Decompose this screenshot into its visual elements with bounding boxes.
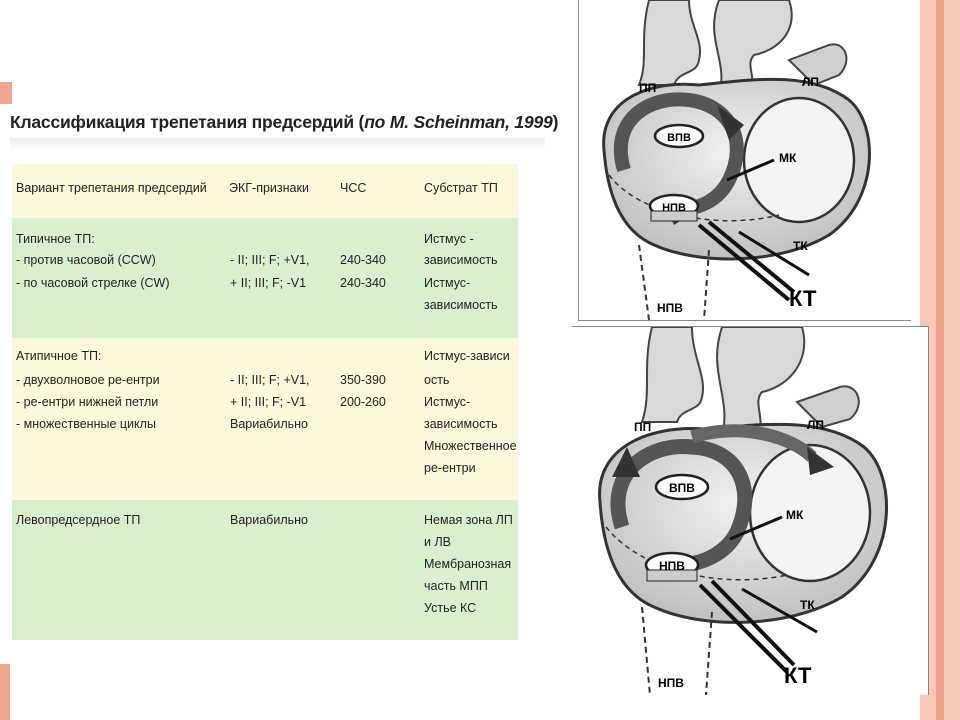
mitral-ring-shape: [744, 98, 854, 222]
table-row-2-ecg-2: + II; III; F; -V1: [230, 395, 307, 409]
table-row-2-substrate-2: Истмус-: [424, 395, 471, 409]
table-header-hr: ЧСС: [340, 181, 367, 195]
table-row-2-ecg-3: Вариабильно: [230, 417, 308, 431]
table-row-3-substrate-4: Устье КС: [424, 601, 477, 615]
table-header-ecg: ЭКГ-признаки: [229, 181, 309, 195]
title-main: Классификация трепетания предсердий (: [10, 112, 365, 132]
table-row-1-hr-1: 240-340: [340, 253, 386, 267]
table-row-2-variant-0: Атипичное ТП:: [16, 349, 102, 363]
label-lp: ЛП: [802, 75, 820, 89]
table-row-2-ecg-1: - II; III; F; +V1,: [230, 373, 310, 387]
label-tk: ТК: [793, 239, 808, 253]
table-row-3-substrate-3: часть МПП: [424, 579, 488, 593]
table-row-2-hr-1: 350-390: [340, 373, 386, 387]
table-row-2-substrate-5: ре-ентри: [424, 461, 476, 475]
label-npv-2: НПВ: [658, 676, 684, 690]
table-row-3-substrate-0: Немая зона ЛП: [424, 513, 513, 527]
label-pp: ПП: [639, 81, 657, 95]
table-row-1-hr-2: 240-340: [340, 276, 386, 290]
label-mk: МК: [779, 151, 797, 165]
label-vpv-2: ВПВ: [669, 481, 695, 495]
heart-diagram-ccw: [578, 0, 911, 321]
table-row-2-substrate-1: ость: [424, 373, 450, 387]
table-row-2-substrate-4: Множественное: [424, 439, 517, 453]
table-header-variant: Вариант трепетания предсердий: [16, 181, 207, 195]
label-lp-2: ЛП: [807, 418, 825, 432]
heart-diagram-ccw-svg: [579, 0, 911, 320]
label-mk-2: МК: [786, 508, 804, 522]
label-tk-2: ТК: [800, 598, 815, 612]
table-row-1-substrate-1: зависимость: [424, 253, 498, 267]
table-row-1-ecg-1: - II; III; F; +V1,: [230, 253, 310, 267]
table-row-1-substrate-2: Истмус-: [424, 276, 471, 290]
table-row-2-variant-1: - двухволновое ре-ентри: [16, 373, 160, 387]
label-npv-ring: НПВ: [662, 202, 686, 214]
table-row-1-variant-2: - по часовой стрелке (CW): [16, 276, 170, 290]
label-kt-2: КТ: [784, 663, 812, 688]
table-row-1-ecg-2: + II; III; F; -V1: [230, 276, 307, 290]
heart-diagram-cw-svg: [572, 327, 928, 695]
label-npv-ring-2: НПВ: [659, 559, 685, 573]
left-accent-bar-top: [0, 82, 12, 104]
table-row-1-variant-1: - против часовой (CCW): [16, 253, 156, 267]
label-npv: НПВ: [657, 301, 683, 315]
table-row-2-variant-3: - множественные циклы: [16, 417, 156, 431]
label-vpv: ВПВ: [667, 132, 691, 144]
table-row-3-substrate-2: Мембранозная: [424, 557, 512, 571]
table-row-3-substrate-1: и ЛВ: [424, 535, 451, 549]
table-row-1-substrate-3: зависимость: [424, 298, 498, 312]
right-stripe-light-2: [944, 0, 960, 720]
table-row-2-variant-2: - ре-ентри нижней петли: [16, 395, 159, 409]
label-kt: КТ: [789, 286, 817, 311]
heart-diagram-cw: [572, 326, 929, 695]
table-row-3-ecg-0: Вариабильно: [230, 513, 308, 527]
table-header-substrate: Субстрат ТП: [424, 181, 498, 195]
left-accent-bar-bottom: [0, 664, 10, 720]
table-row-1-substrate-0: Истмус -: [424, 232, 474, 246]
table-row-1-variant-0: Типичное ТП:: [16, 232, 95, 246]
label-pp-2: ПП: [634, 420, 652, 434]
title-italic: по M. Scheinman, 1999: [364, 112, 553, 132]
title-shadow-band: [10, 138, 545, 148]
svc-vessel-shape-2: [642, 327, 703, 422]
table-row-3-variant-0: Левопредсердное ТП: [16, 513, 141, 527]
title-close: ): [552, 112, 559, 132]
right-stripe-dark: [936, 0, 944, 720]
table-row-2-substrate-3: зависимость: [424, 417, 498, 431]
table-row-2-hr-2: 200-260: [340, 395, 386, 409]
slide-title: [10, 112, 558, 133]
table-row-2-substrate-0: Истмус-зависи: [424, 349, 510, 363]
